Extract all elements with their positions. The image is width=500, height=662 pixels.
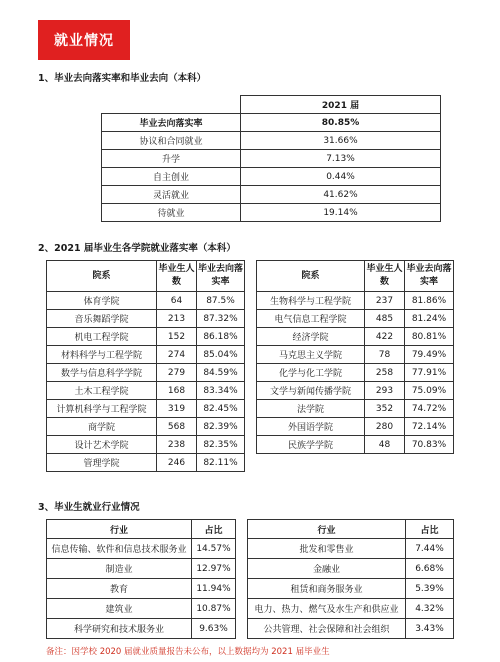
row-value: 19.14%	[241, 204, 441, 222]
table-row	[47, 382, 245, 400]
cell-name: 法学院	[257, 400, 365, 418]
table-row	[102, 186, 441, 204]
cell-name: 商学院	[47, 418, 157, 436]
cell-count: 279	[157, 364, 197, 382]
table-row	[47, 559, 236, 579]
cell-count: 280	[365, 418, 405, 436]
cell-rate: 85.04%	[197, 346, 245, 364]
table-row	[248, 599, 454, 619]
table-row	[257, 364, 454, 382]
cell-rate: 81.24%	[405, 310, 454, 328]
cell-name: 文学与新闻传播学院	[257, 382, 365, 400]
row-label: 毕业去向落实率	[102, 114, 241, 132]
table-row	[257, 310, 454, 328]
section2-title: 2、2021 届毕业生各学院就业落实率（本科）	[38, 243, 236, 254]
cell-share: 14.57%	[192, 539, 236, 559]
cell-rate: 84.59%	[197, 364, 245, 382]
table-row	[47, 310, 245, 328]
table-row	[248, 579, 454, 599]
cell-share: 12.97%	[192, 559, 236, 579]
cell-name: 公共管理、社会保障和社会组织	[248, 619, 406, 639]
table-row	[47, 364, 245, 382]
cell-count: 213	[157, 310, 197, 328]
cell-rate: 83.34%	[197, 382, 245, 400]
industry-table-right	[247, 519, 454, 639]
cell-name: 数学与信息科学学院	[47, 364, 157, 382]
cell-count: 485	[365, 310, 405, 328]
row-label: 灵活就业	[102, 186, 241, 204]
table-row	[248, 539, 454, 559]
table-row	[102, 114, 441, 132]
cell-count: 319	[157, 400, 197, 418]
table-row	[257, 400, 454, 418]
row-value: 0.44%	[241, 168, 441, 186]
cell-count: 246	[157, 454, 197, 472]
table-row	[257, 328, 454, 346]
cell-name: 教育	[47, 579, 192, 599]
cell-name: 材料科学与工程学院	[47, 346, 157, 364]
cell-name: 科学研究和技术服务业	[47, 619, 192, 639]
cell-name: 金融业	[248, 559, 406, 579]
table-row	[257, 418, 454, 436]
section1-title: 1、毕业去向落实率和毕业去向（本科）	[38, 73, 207, 84]
cell-name: 建筑业	[47, 599, 192, 619]
empty-header-cell	[102, 96, 241, 114]
share-header: 占比	[406, 520, 454, 539]
row-value: 80.85%	[241, 114, 441, 132]
cell-name: 土木工程学院	[47, 382, 157, 400]
cell-count: 237	[365, 292, 405, 310]
rate-header: 毕业去向落实率	[197, 261, 245, 292]
cell-count: 352	[365, 400, 405, 418]
share-header: 占比	[192, 520, 236, 539]
table-row	[47, 400, 245, 418]
cell-rate: 79.49%	[405, 346, 454, 364]
cell-name: 体育学院	[47, 292, 157, 310]
cell-name: 电力、热力、燃气及水生产和供应业	[248, 599, 406, 619]
cell-rate: 74.72%	[405, 400, 454, 418]
college-table-left	[46, 260, 245, 472]
industry-table-left	[46, 519, 236, 639]
cell-count: 168	[157, 382, 197, 400]
row-label: 升学	[102, 150, 241, 168]
cell-count: 258	[365, 364, 405, 382]
cell-name: 机电工程学院	[47, 328, 157, 346]
cell-count: 293	[365, 382, 405, 400]
college-header: 院系	[47, 261, 157, 292]
row-label: 自主创业	[102, 168, 241, 186]
row-value: 7.13%	[241, 150, 441, 168]
table-row	[47, 436, 245, 454]
table-row	[102, 132, 441, 150]
cell-share: 7.44%	[406, 539, 454, 559]
cell-count: 48	[365, 436, 405, 454]
cell-rate: 82.35%	[197, 436, 245, 454]
cell-name: 生物科学与工程学院	[257, 292, 365, 310]
cell-name: 批发和零售业	[248, 539, 406, 559]
cell-count: 238	[157, 436, 197, 454]
footnote: 备注：因学校 2020 届就业质量报告未公布，以上数据均为 2021 届毕业生	[46, 647, 330, 657]
cell-name: 租赁和商务服务业	[248, 579, 406, 599]
row-value: 41.62%	[241, 186, 441, 204]
cell-rate: 82.45%	[197, 400, 245, 418]
cell-name: 计算机科学与工程学院	[47, 400, 157, 418]
cell-name: 马克思主义学院	[257, 346, 365, 364]
cell-name: 经济学院	[257, 328, 365, 346]
cell-name: 外国语学院	[257, 418, 365, 436]
table-row	[47, 579, 236, 599]
cell-count: 78	[365, 346, 405, 364]
cell-name: 化学与化工学院	[257, 364, 365, 382]
table-row	[248, 619, 454, 639]
section3-title: 3、毕业生就业行业情况	[38, 502, 140, 513]
table-row	[102, 204, 441, 222]
count-header: 毕业生人数	[365, 261, 405, 292]
industry-header: 行业	[47, 520, 192, 539]
cell-rate: 80.81%	[405, 328, 454, 346]
table-row	[257, 436, 454, 454]
cell-count: 152	[157, 328, 197, 346]
table-row	[47, 454, 245, 472]
table-row	[47, 599, 236, 619]
cell-rate: 72.14%	[405, 418, 454, 436]
cell-count: 274	[157, 346, 197, 364]
cell-rate: 81.86%	[405, 292, 454, 310]
cell-share: 5.39%	[406, 579, 454, 599]
table-row	[47, 292, 245, 310]
row-value: 31.66%	[241, 132, 441, 150]
table-row	[257, 382, 454, 400]
cell-share: 6.68%	[406, 559, 454, 579]
section-banner: 就业情况	[38, 20, 130, 60]
cell-name: 民族学学院	[257, 436, 365, 454]
cell-rate: 87.5%	[197, 292, 245, 310]
table-row	[102, 168, 441, 186]
industry-header: 行业	[248, 520, 406, 539]
year-header: 2021 届	[241, 96, 441, 114]
cell-rate: 75.09%	[405, 382, 454, 400]
cell-name: 管理学院	[47, 454, 157, 472]
cell-name: 电气信息工程学院	[257, 310, 365, 328]
count-header: 毕业生人数	[157, 261, 197, 292]
row-label: 协议和合同就业	[102, 132, 241, 150]
cell-rate: 82.11%	[197, 454, 245, 472]
table-row	[47, 539, 236, 559]
rate-header: 毕业去向落实率	[405, 261, 454, 292]
cell-rate: 82.39%	[197, 418, 245, 436]
college-table-right	[256, 260, 454, 454]
cell-name: 设计艺术学院	[47, 436, 157, 454]
cell-rate: 70.83%	[405, 436, 454, 454]
table-row	[47, 619, 236, 639]
table-row	[102, 150, 441, 168]
destination-table	[101, 95, 441, 222]
table-row	[257, 346, 454, 364]
cell-share: 9.63%	[192, 619, 236, 639]
cell-count: 422	[365, 328, 405, 346]
cell-rate: 87.32%	[197, 310, 245, 328]
cell-share: 11.94%	[192, 579, 236, 599]
table-row	[257, 292, 454, 310]
row-label: 待就业	[102, 204, 241, 222]
cell-share: 4.32%	[406, 599, 454, 619]
cell-rate: 77.91%	[405, 364, 454, 382]
cell-count: 64	[157, 292, 197, 310]
cell-share: 3.43%	[406, 619, 454, 639]
cell-name: 信息传输、软件和信息技术服务业	[47, 539, 192, 559]
table-row	[47, 346, 245, 364]
cell-name: 音乐舞蹈学院	[47, 310, 157, 328]
cell-share: 10.87%	[192, 599, 236, 619]
table-row	[47, 418, 245, 436]
cell-count: 568	[157, 418, 197, 436]
cell-rate: 86.18%	[197, 328, 245, 346]
table-row	[47, 328, 245, 346]
table-row	[248, 559, 454, 579]
cell-name: 制造业	[47, 559, 192, 579]
college-header: 院系	[257, 261, 365, 292]
